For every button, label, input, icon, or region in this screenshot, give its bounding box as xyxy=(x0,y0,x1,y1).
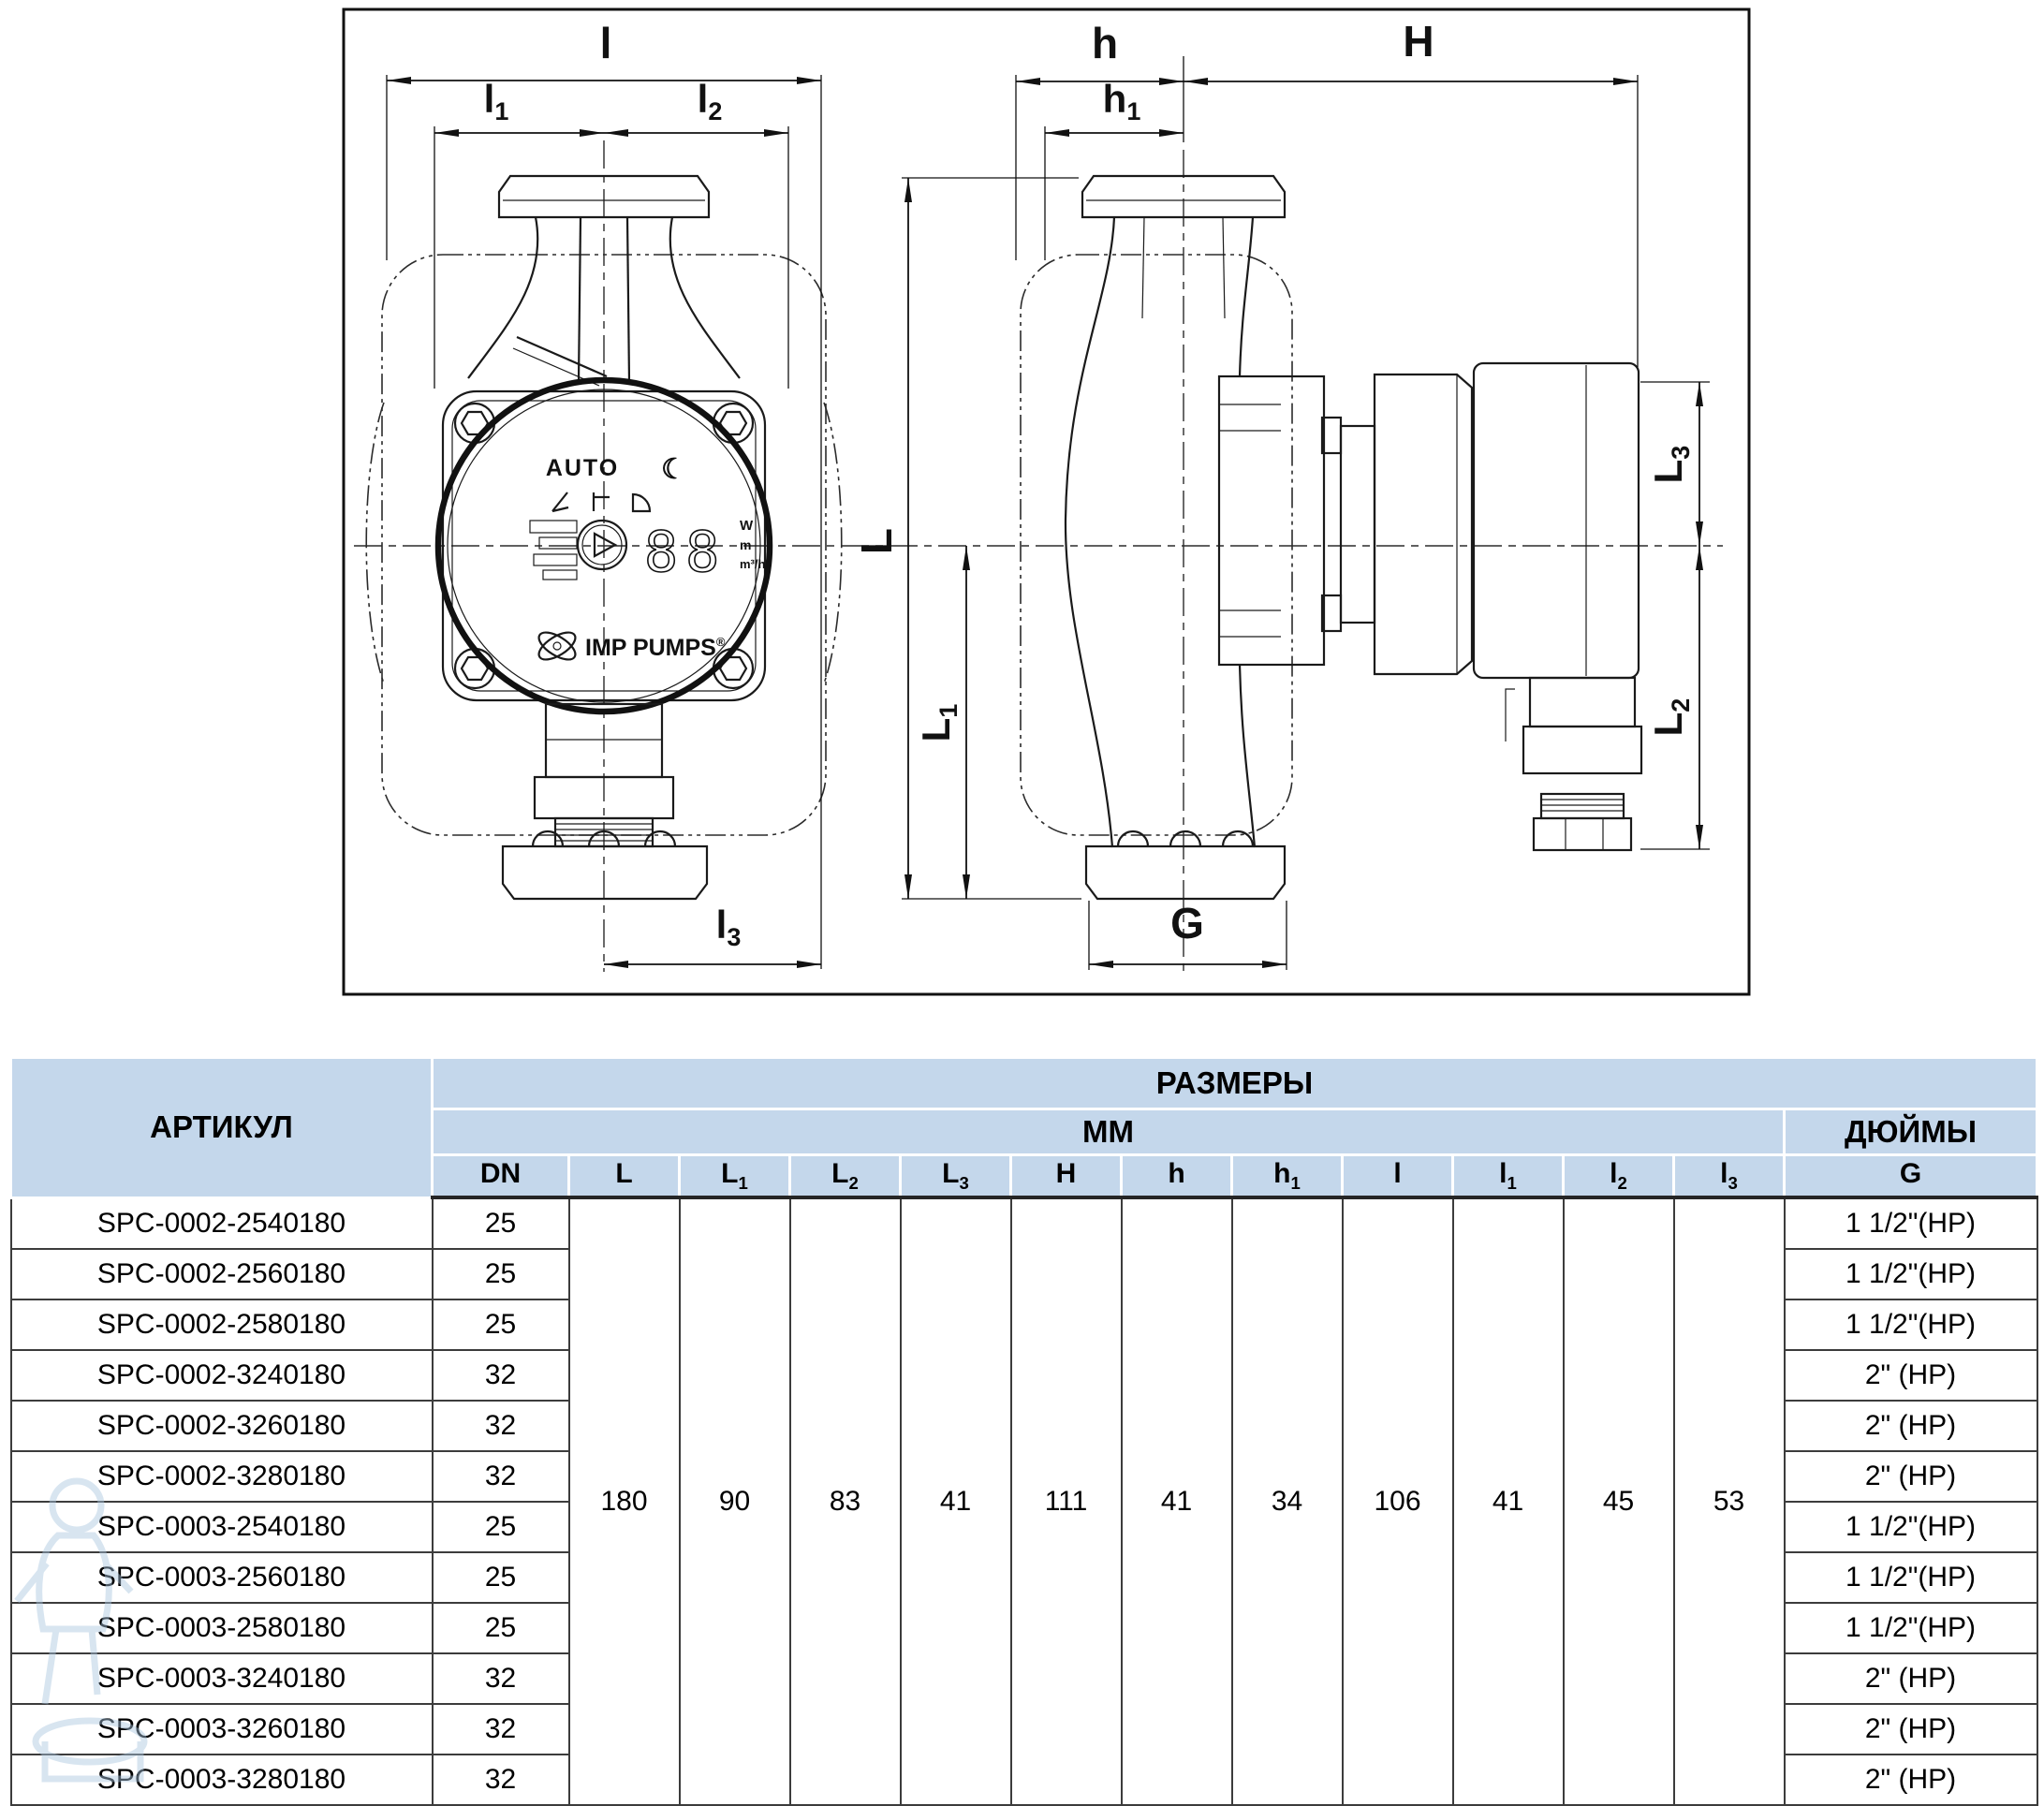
play-icon xyxy=(595,534,615,556)
dim-label-l3: l3 xyxy=(715,903,742,951)
g-cell: 1 1/2"(НР) xyxy=(1785,1502,2037,1552)
dim-label-l2: l2 xyxy=(697,77,723,125)
value-l2: 45 xyxy=(1564,1197,1674,1805)
article-cell: SPC-0003-2540180 xyxy=(11,1502,433,1552)
value-l3: 53 xyxy=(1674,1197,1785,1805)
unit-meter-label: m xyxy=(740,537,752,552)
article-cell: SPC-0003-2560180 xyxy=(11,1552,433,1603)
g-cell: 2" (НР) xyxy=(1785,1401,2037,1451)
dim-label-H: H xyxy=(1403,17,1434,66)
constant-pressure-icon xyxy=(594,492,610,511)
col-header-l: l xyxy=(1343,1155,1453,1198)
article-cell: SPC-0002-2580180 xyxy=(11,1299,433,1350)
col-header-l3: $l_3$ xyxy=(1674,1155,1785,1198)
article-cell: SPC-0003-3280180 xyxy=(11,1755,433,1805)
front-bottom-flange xyxy=(503,846,707,899)
article-cell: SPC-0002-2540180 xyxy=(11,1197,433,1249)
dn-cell: 25 xyxy=(433,1249,569,1299)
g-cell: 1 1/2"(НР) xyxy=(1785,1603,2037,1653)
dim-label-G: G xyxy=(1170,899,1204,947)
value-h: 41 xyxy=(1122,1197,1232,1805)
night-mode-icon: ☾ xyxy=(661,454,686,485)
dn-cell: 32 xyxy=(433,1704,569,1755)
dn-cell: 32 xyxy=(433,1350,569,1401)
g-cell: 2" (НР) xyxy=(1785,1350,2037,1401)
watermark-plumber-logo xyxy=(0,1461,187,1794)
dn-cell: 32 xyxy=(433,1401,569,1451)
col-header-dn: DN xyxy=(433,1155,569,1198)
article-column-header: АРТИКУЛ xyxy=(11,1058,433,1198)
col-header-L: L xyxy=(569,1155,680,1198)
article-cell: SPC-0002-3260180 xyxy=(11,1401,433,1451)
value-L2: 83 xyxy=(790,1197,901,1805)
seven-segment-display: 88 xyxy=(644,520,728,585)
imp-pumps-logo xyxy=(535,627,726,665)
dim-label-l1: l1 xyxy=(483,77,509,125)
dim-label-h: h xyxy=(1091,19,1119,67)
control-box xyxy=(1474,363,1639,678)
g-cell: 2" (НР) xyxy=(1785,1451,2037,1502)
g-cell: 1 1/2"(НР) xyxy=(1785,1299,2037,1350)
dn-cell: 32 xyxy=(433,1451,569,1502)
setting-bars-icon xyxy=(530,521,577,580)
dn-cell: 25 xyxy=(433,1299,569,1350)
front-shell-right-lobe xyxy=(824,403,842,683)
g-cell: 2" (НР) xyxy=(1785,1755,2037,1805)
col-header-h1: $h_1$ xyxy=(1232,1155,1343,1198)
table-row xyxy=(11,1197,2037,1249)
article-cell: SPC-0003-2580180 xyxy=(11,1603,433,1653)
article-cell: SPC-0003-3260180 xyxy=(11,1704,433,1755)
unit-flow-label: m³/h xyxy=(740,557,766,571)
side-view xyxy=(1021,176,1641,899)
col-header-L1: $L_1$ xyxy=(680,1155,790,1198)
dimensions-table xyxy=(9,1056,2038,1806)
mm-header: ММ xyxy=(433,1109,1785,1155)
terminal-box xyxy=(1530,678,1635,727)
brand-label: IMP PUMPS® xyxy=(585,635,726,661)
sizes-header: РАЗМЕРЫ xyxy=(433,1058,2037,1109)
cable-gland-nut xyxy=(1534,818,1631,850)
value-l1: 41 xyxy=(1453,1197,1564,1805)
col-header-h: h xyxy=(1122,1155,1232,1198)
dn-cell: 32 xyxy=(433,1755,569,1805)
g-cell: 2" (НР) xyxy=(1785,1653,2037,1704)
dn-cell: 25 xyxy=(433,1552,569,1603)
inches-header: ДЮЙМЫ xyxy=(1785,1109,2037,1155)
constant-curve-icon xyxy=(633,494,650,511)
col-header-L2: $L_2$ xyxy=(790,1155,901,1198)
dim-label-h1: h1 xyxy=(1102,77,1141,125)
article-cell: SPC-0002-3280180 xyxy=(11,1451,433,1502)
value-L1: 90 xyxy=(680,1197,790,1805)
value-H: 111 xyxy=(1011,1197,1122,1805)
dn-cell: 25 xyxy=(433,1502,569,1552)
auto-label: AUTO xyxy=(545,455,620,481)
article-cell: SPC-0003-3240180 xyxy=(11,1653,433,1704)
g-cell: 1 1/2"(НР) xyxy=(1785,1197,2037,1249)
side-volute xyxy=(1066,217,1114,847)
value-L: 180 xyxy=(569,1197,680,1805)
article-cell: SPC-0002-3240180 xyxy=(11,1350,433,1401)
dim-label-L1: L1 xyxy=(914,703,963,742)
stator-housing xyxy=(1219,376,1324,665)
dim-label-L: L xyxy=(852,527,901,555)
dim-label-l: l xyxy=(599,19,612,67)
col-header-l1: $l_1$ xyxy=(1453,1155,1564,1198)
front-shell-left-lobe xyxy=(366,403,384,683)
dim-label-L3: L3 xyxy=(1646,445,1695,484)
cable-gland-thread xyxy=(1541,794,1624,818)
col-header-l2: $l_2$ xyxy=(1564,1155,1674,1198)
col-header-H: H xyxy=(1011,1155,1122,1198)
article-cell: SPC-0002-2560180 xyxy=(11,1249,433,1299)
pump-button xyxy=(578,521,626,569)
dim-label-L2: L2 xyxy=(1646,697,1695,737)
col-header-L3: $L_3$ xyxy=(901,1155,1011,1198)
side-shell-phantom xyxy=(1021,255,1292,835)
dn-cell: 32 xyxy=(433,1653,569,1704)
g-cell: 2" (НР) xyxy=(1785,1704,2037,1755)
dn-cell: 25 xyxy=(433,1603,569,1653)
unit-watt-label: W xyxy=(740,518,754,534)
g-cell: 1 1/2"(НР) xyxy=(1785,1552,2037,1603)
col-header-G: G xyxy=(1785,1155,2037,1198)
proportional-pressure-icon xyxy=(552,492,568,511)
dn-cell: 25 xyxy=(433,1197,569,1249)
value-l: 106 xyxy=(1343,1197,1453,1805)
value-L3: 41 xyxy=(901,1197,1011,1805)
side-bottom-flange xyxy=(1086,846,1285,899)
g-cell: 1 1/2"(НР) xyxy=(1785,1249,2037,1299)
value-h1: 34 xyxy=(1232,1197,1343,1805)
